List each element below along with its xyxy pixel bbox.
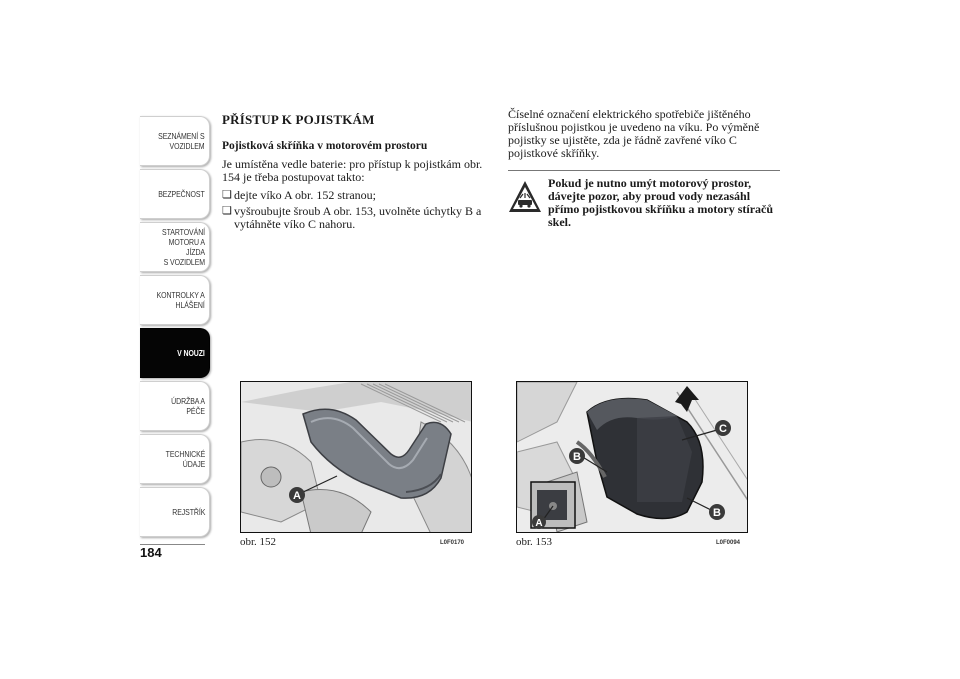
- tab-seznameni-s-vozidlem[interactable]: [140, 116, 210, 166]
- label-c-marker: [715, 420, 731, 436]
- tab-label: STARTOVÁNÍ MOTORU A JÍZDA S VOZIDLEM: [162, 227, 205, 267]
- figure-caption: obr. 152: [240, 536, 277, 548]
- left-column: [222, 112, 494, 234]
- tab-rejstrik[interactable]: [140, 487, 210, 537]
- tab-label: SEZNÁMENÍ S VOZIDLEM: [158, 131, 205, 151]
- warning-box: [508, 170, 780, 229]
- svg-text:C: C: [719, 423, 727, 435]
- tab-startovani-motoru[interactable]: [140, 222, 210, 272]
- label-a-marker: [532, 515, 546, 529]
- label-b-marker: [569, 448, 585, 464]
- engine-cover-illustration: [241, 382, 472, 533]
- tab-label: BEZPEČNOST: [158, 189, 205, 199]
- warning-text: Pokud je nutno umýt motorový prostor, dávejte pozor, aby proud vody nezasáhl přímo pojistkovou skříňku a motory stíračů skel.: [548, 176, 774, 229]
- list-item: ❏ dejte víko A obr. 152 stranou;: [222, 189, 494, 202]
- svg-text:B: B: [573, 451, 581, 463]
- fuse-label-paragraph: Číselné označení elektrického spotřebiče jištěného příslušnou pojistkou je uvedeno na víku. Po výměně pojistky se ujistěte, zda je řádně zavřené víko C pojistkové skříňky.: [508, 107, 760, 160]
- section-subtitle: Pojistková skříňka v motorovém prostoru: [222, 140, 428, 152]
- right-column: [508, 108, 780, 229]
- tab-udrzba-a-pece[interactable]: [140, 381, 210, 431]
- tab-label: KONTROLKY A HLÁŠENÍ: [156, 290, 205, 310]
- section-title: PŘÍSTUP K POJISTKÁM: [222, 112, 375, 127]
- figure-caption: obr. 153: [516, 536, 553, 548]
- tab-label: REJSTŘÍK: [171, 507, 205, 517]
- chapter-sidebar: [140, 116, 210, 540]
- label-b-marker: [709, 504, 725, 520]
- intro-paragraph: Je umístěna vedle baterie: pro přístup k pojistkám obr. 154 je třeba postupovat takto:: [222, 157, 483, 184]
- svg-text:A: A: [535, 518, 543, 529]
- svg-text:B: B: [713, 507, 721, 519]
- label-a-marker: [289, 487, 305, 503]
- tab-v-nouzi[interactable]: [140, 328, 210, 378]
- car-wash-warning-icon: [508, 179, 542, 215]
- svg-text:A: A: [293, 490, 301, 502]
- tab-kontrolky-a-hlaseni[interactable]: [140, 275, 210, 325]
- fuse-box-illustration: [517, 382, 748, 533]
- figure-152: [240, 381, 472, 533]
- figure-code: L0F0094: [716, 540, 741, 546]
- tab-label: ÚDRŽBA A PÉČE: [171, 396, 205, 416]
- list-item: ❏ vyšroubujte šroub A obr. 153, uvolněte úchytky B a vytáhněte víko C nahoru.: [222, 205, 494, 231]
- tab-bezpecnost[interactable]: [140, 169, 210, 219]
- tab-label: TECHNICKÉ ÚDAJE: [165, 449, 205, 469]
- figure-153: [516, 381, 748, 533]
- figure-code: L0F0170: [440, 540, 465, 546]
- tab-technicke-udaje[interactable]: [140, 434, 210, 484]
- tab-label: V NOUZI: [177, 348, 205, 358]
- page-number: 184: [140, 545, 162, 560]
- steps-list: [222, 189, 494, 231]
